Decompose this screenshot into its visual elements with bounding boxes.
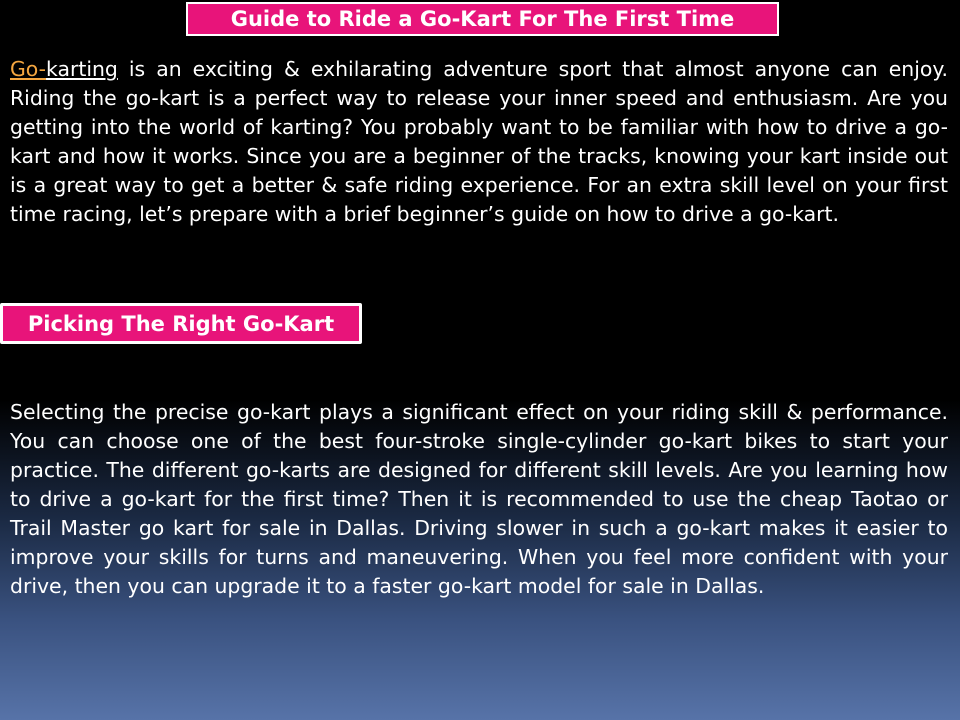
section-paragraph: Selecting the precise go-kart plays a significant effect on your riding skill & performance. You can choose one of the best four-stroke single-cylinder go-kart bikes to start your practice. The different go-karts are designed for different skill levels. Are you learning how to drive a go-kart for the first time? Then it is recommended to use the cheap Taotao or Trail Master go kart for sale in Dallas. Driving slower in such a go-kart makes it easier to improve your skills for turns and maneuvering. When you feel more confident with your drive, then you can upgrade it to a faster go-kart model for sale in Dallas. bbox=[10, 400, 948, 598]
section-heading: Picking The Right Go-Kart bbox=[0, 303, 362, 344]
go-link[interactable]: Go- bbox=[10, 57, 47, 81]
intro-paragraph bbox=[10, 55, 948, 229]
intro-text: is an exciting & exhilarating adventure sport that almost anyone can enjoy. Riding the go-kart is a perfect way to release your inner speed and enthusiasm. Are you getting into the world of karting? You probably want to be familiar with how to drive a go-kart and how it works. Since you are a beginner of the tracks, knowing your kart inside out is a great way to get a better & safe riding experience. For an extra skill level on your first time racing, let’s prepare with a brief beginner’s guide on how to drive a go-kart. bbox=[10, 57, 948, 226]
karting-link[interactable]: karting bbox=[46, 57, 118, 81]
page-title: Guide to Ride a Go-Kart For The First Time bbox=[186, 2, 779, 36]
